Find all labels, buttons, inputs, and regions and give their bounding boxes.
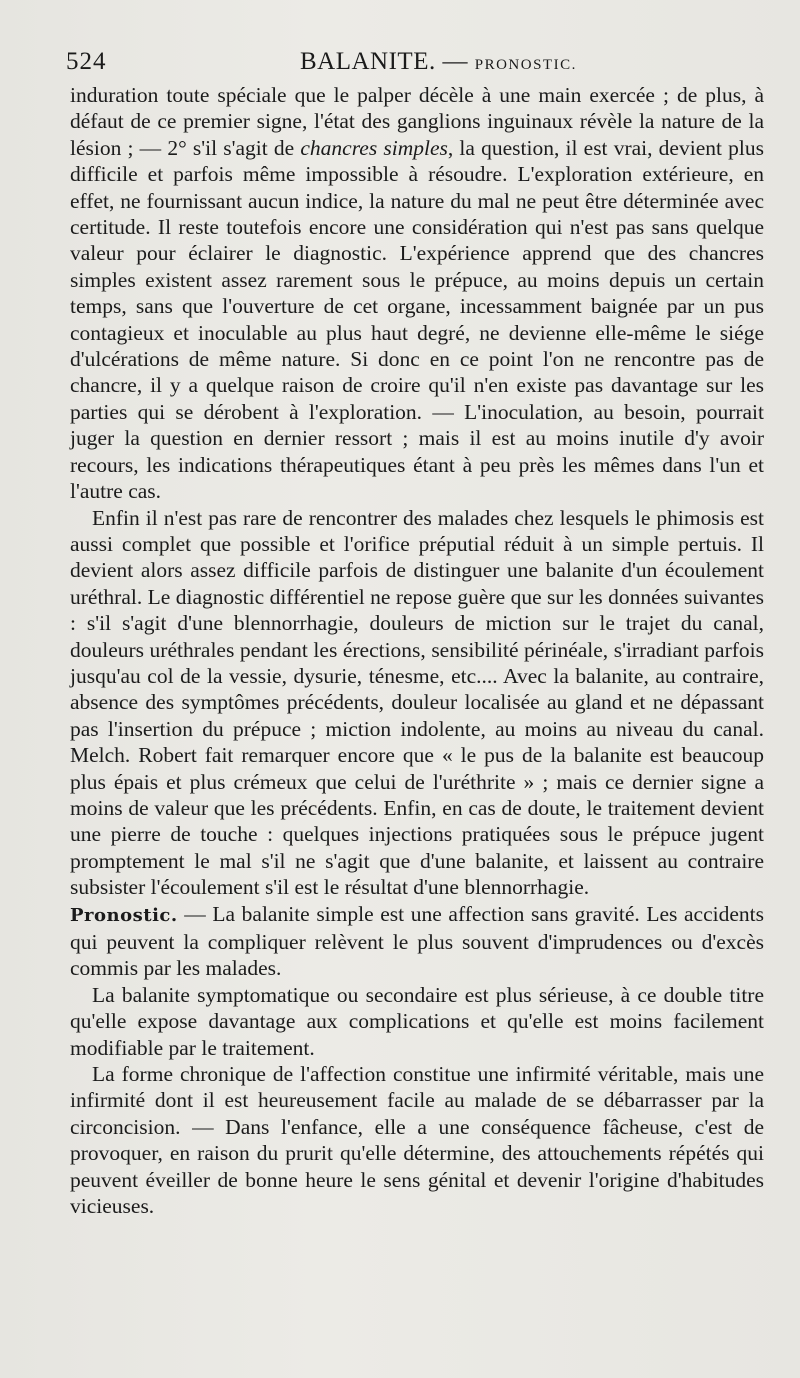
paragraph-2: Enfin il n'est pas rare de rencontrer des malades chez lesquels le phimosis est aussi complet que possible et l'orifice préputial réduit à un simple pertuis. Il devient alors assez difficile parfois de distinguer une balanite d'un écoulement uréthral. Le diagnostic différentiel ne repose guère que sur les données suivantes : s'il s'agit d'une blennorrhagie, douleurs de miction sur le trajet du canal, douleurs uréthrales pendant les érections, sensibilité périnéale, s'irradiant parfois jusqu'au col de la vessie, dysurie, ténesme, etc.... Avec la balanite, au contraire, absence des symptômes précédents, douleur localisée au gland et ne dépassant pas l'insertion du prépuce ; miction indolente, au moins au niveau du canal. Melch. Robert fait remarquer encore que « le pus de la balanite est beaucoup plus épais et plus crémeux que celui de l'uréthrite » ; mais ce dernier signe a moins de valeur que les précédents. Enfin, en cas de doute, le traitement devient une pierre de touche : quelques injections pratiquées sous le prépuce jugent promptement le mal s'il ne s'agit que d'une balanite, et laissent au contraire subsister l'écoulement s'il est le résultat d'une blennorrhagie. — [70, 505, 764, 900]
paragraph-5: La forme chronique de l'affection constitue une infirmité véritable, mais une infirmité dont il est heureusement facile au malade de se débarrasser par la circoncision. — Dans l'enfance, elle a une conséquence fâcheuse, c'est de provoquer, en raison du prurit qu'elle détermine, des attouchements répétés qui peuvent éveiller de bonne heure le sens génital et devenir l'origine d'habitudes vicieuses. — [70, 1062, 764, 1219]
paragraph-4: La balanite symptomatique ou secondaire est plus sérieuse, à ce double titre qu'elle expose davantage aux complications et qu'elle est moins facilement modifiable par le traitement. — [70, 982, 764, 1060]
page-number: 524 — [66, 48, 107, 75]
paragraph-3 — [70, 901, 764, 982]
running-head — [66, 46, 764, 82]
paragraph-1-italic: chancres simples — [300, 135, 448, 160]
paragraph-1-text-a: induration toute spéciale que le palper décèle à une main exercée ; de plus, à défaut de ce premier signe, l'état des ganglions inguinaux révèle la nature de la lésion ; — 2° s'il s'agit de — [70, 83, 764, 160]
paragraph-1-text-b: , la question, il est vrai, devient plus difficile et parfois même impossible à résoudre. L'exploration extérieure, en effet, ne fournissant aucun indice, la nature du mal ne peut être déterminée avec certitude. Il reste toutefois encore une considération qui n'est pas sans quelque valeur pour éclairer le diagnostic. L'expérience apprend que des chancres simples existent assez rarement sous le prépuce, au moins depuis un certain temps, sans que l'ouverture de cet organe, incessamment baignée par un pus contagieux et inoculable au plus haut degré, ne devienne elle-même le siége d'ulcérations de même nature. Si donc en ce point l'on ne rencontre pas de chancre, il y a quelque raison de croire qu'il n'en existe pas davantage sur les parties qui se dérobent à l'exploration. — L'inoculation, au besoin, pourrait juger la question en dernier ressort ; mais il est au moins inutile d'y avoir recours, les indications thérapeutiques étant à peu près les mêmes dans l'un et l'autre cas. — [70, 135, 764, 504]
paragraph-1 — [70, 82, 764, 505]
chapter-title: BALANITE. — [300, 48, 436, 75]
body-text — [70, 82, 764, 1219]
section-title: PRONOSTIC. — [474, 57, 577, 73]
title-separator: — — [442, 48, 468, 75]
running-title — [300, 48, 577, 76]
section-heading-pronostic: Pronostic. — [70, 904, 178, 926]
paragraph-3-text: — La balanite simple est une affection sans gravité. Les accidents qui peuvent la compliquer relèvent le plus souvent d'imprudences ou d'excès commis par les malades. — [70, 901, 764, 981]
